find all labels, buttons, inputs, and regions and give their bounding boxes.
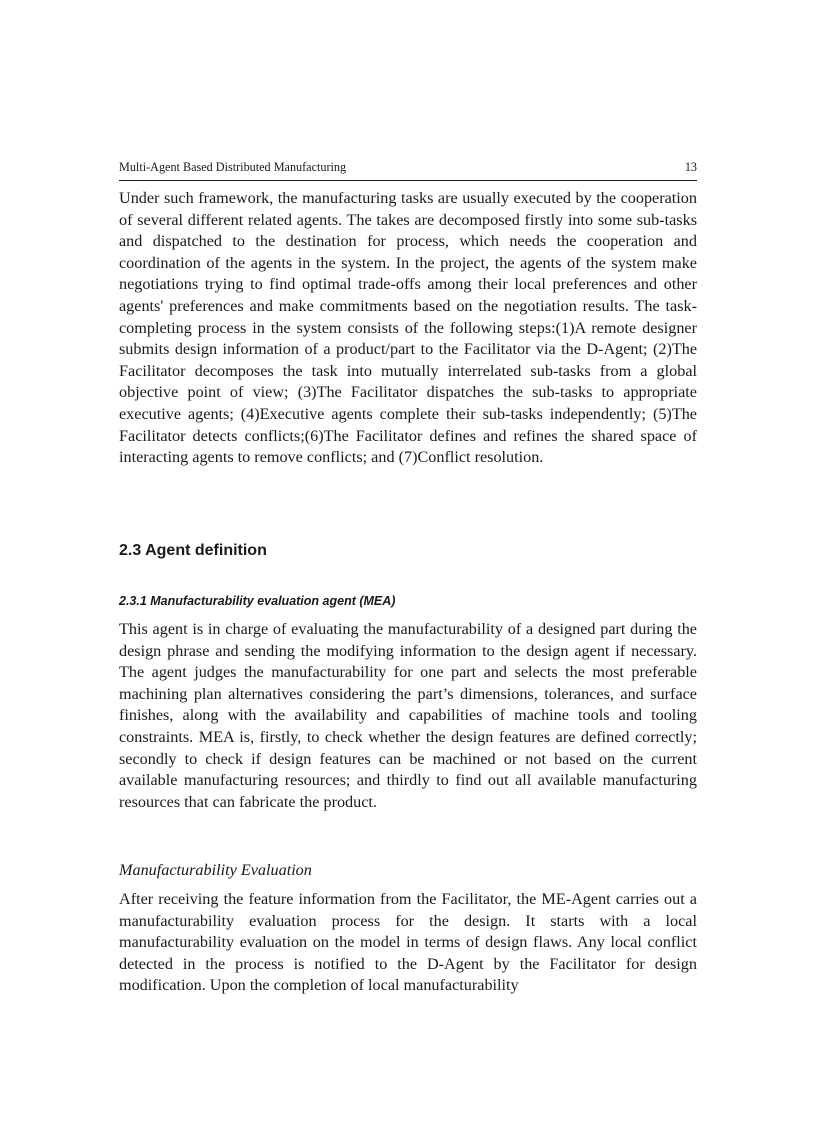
run-in-heading: Manufacturability Evaluation bbox=[119, 861, 312, 879]
running-header bbox=[119, 160, 697, 174]
document-page bbox=[119, 0, 697, 1123]
page-number: 13 bbox=[684, 160, 697, 174]
body-paragraph-2: This agent is in charge of evaluating the manufacturability of a designed part during the design phrase and sending the modifying information to the design agent if necessary. The agent judges the manufacturability for one part and selects the most preferable machining plan alternatives considering the part’s dimensions, tolerances, and surface finishes, along with the availability and capabilities of machine tools and tooling constraints. MEA is, firstly, to check whether the design features are defined correctly; secondly to check if design features can be machined or not based on the current available manufacturing resources; and thirdly to find out all available manufacturing resources that can fabricate the product. bbox=[119, 620, 697, 811]
subsection-heading: 2.3.1 Manufacturability evaluation agent (MEA) bbox=[119, 594, 396, 608]
body-paragraph-1: Under such framework, the manufacturing tasks are usually executed by the cooperation of several different related agents. The takes are decomposed firstly into some sub-tasks and dispatched to the destination for process, which needs the cooperation and coordination of the agents in the system. In the project, the agents of the system make negotiations trying to find optimal trade-offs among their local preferences and other agents' preferences and make commitments based on the negotiation results. The task-completing process in the system consists of the following steps:(1)A remote designer submits design information of a product/part to the Facilitator via the D-Agent; (2)The Facilitator decomposes the task into mutually interrelated sub-tasks from a global objective point of view; (3)The Facilitator dispatches the sub-tasks to appropriate executive agents; (4)Executive agents complete their sub-tasks independently; (5)The Facilitator detects conflicts;(6)The Facilitator defines and refines the shared space of interacting agents to remove conflicts; and (7)Conflict resolution. bbox=[119, 189, 697, 467]
section-heading: 2.3 Agent definition bbox=[119, 542, 267, 559]
header-rule bbox=[119, 180, 697, 181]
body-paragraph-3: After receiving the feature information from the Facilitator, the ME-Agent carries out a manufacturability evaluation process for the design. It starts with a local manufacturability evaluation on the model in terms of design flaws. Any local conflict detected in the process is notified to the D-Agent by the Facilitator for design modification. Upon the completion of local manufacturability bbox=[119, 890, 697, 995]
running-title: Multi-Agent Based Distributed Manufacturing bbox=[119, 160, 347, 174]
